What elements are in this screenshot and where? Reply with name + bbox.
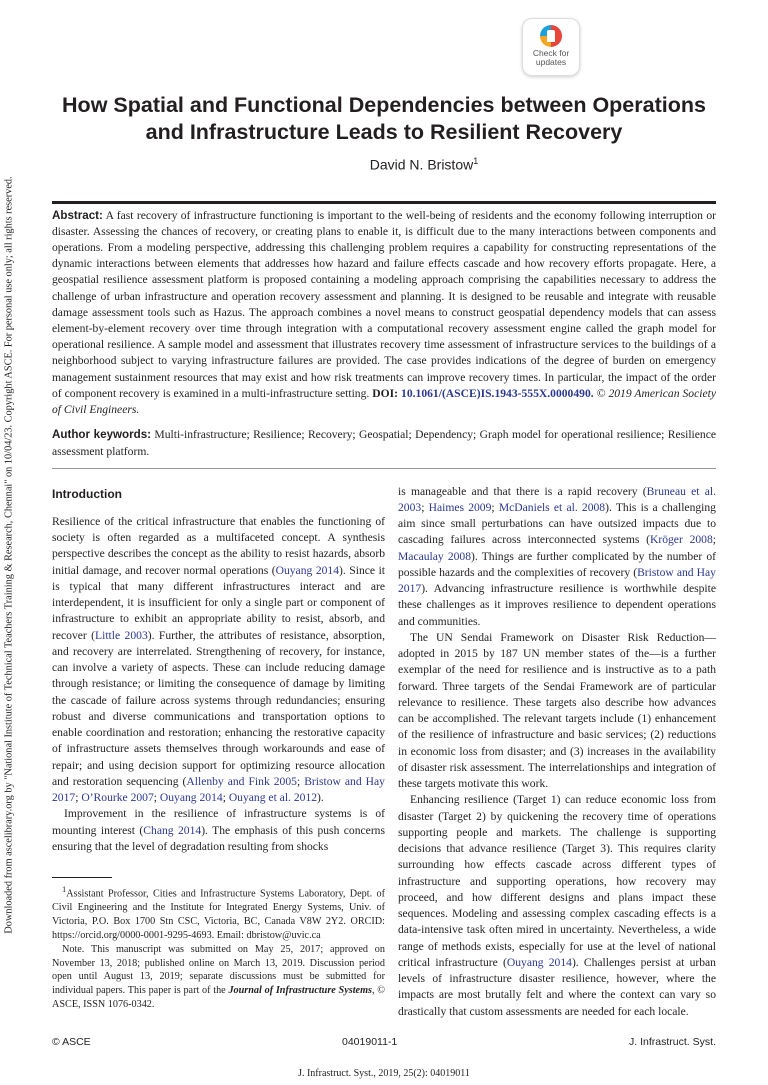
paragraph bbox=[52, 514, 385, 807]
paragraph-text: ). Since it is typical that many different infrastructures interact and are interdependent, it is insufficient for only a single part or component of infrastructure to exhibit an appropriate ability to resist, absorb, and recover ( bbox=[52, 563, 386, 642]
footnote-sup: 1 bbox=[62, 884, 67, 895]
citation-link[interactable]: Bristow and Hay 2017 bbox=[52, 774, 385, 805]
introduction-heading: Introduction bbox=[52, 486, 122, 501]
left-column bbox=[52, 484, 385, 1020]
doi-link[interactable]: 10.1061/(ASCE)IS.1943-555X.0000490. bbox=[401, 386, 594, 400]
author-sup: 1 bbox=[473, 156, 479, 166]
footnote-rule bbox=[52, 877, 112, 878]
paragraph-text: ). Further, the attributes of resistance, absorption, and recovery are interrelated. Strengthening of recovery, for instance, can involve a variety of aspects. These can include reducing damage through resistance; or limiting the consequence of damage by limiting the cascade of failure across systems through redundancies; ensuring robust and diverse communications and transportation options to enable coordination and restoration; enhancing the restorative capacity of infrastructure assets themselves through workarounds and ease of repair; and using decision support for optimizing resource allocation and restoration sequencing ( bbox=[52, 628, 385, 788]
paragraph-text: Resilience of the critical infrastructure that enables the functioning of society is often regarded as a multifaceted concept. A synthesis perspective describes the concept as the ability to resist hazards, absorb initial damage, and recover normal operations ( bbox=[52, 514, 385, 577]
footnote bbox=[52, 883, 385, 1012]
badge-line2: updates bbox=[535, 57, 567, 67]
download-notice-text: Downloaded from ascelibrary.org by "National Institute of Technical Teachers Training & Research, Chennai" on 10/04/23. Copyright ASCE. For personal use only; all rights reserved. bbox=[3, 176, 15, 934]
citation-link[interactable]: Chang 2014 bbox=[143, 823, 202, 837]
paragraph-text: ). bbox=[317, 791, 324, 805]
citation-link[interactable]: Macaulay 2008 bbox=[398, 549, 472, 563]
footnote-note-end: , © ASCE, ISSN 1076-0342. bbox=[52, 985, 385, 1010]
right-column bbox=[398, 484, 716, 1020]
footer-left: © ASCE bbox=[52, 1035, 91, 1048]
citation-link[interactable]: Allenby and Fink 2005 bbox=[186, 774, 297, 788]
paragraph-text: The UN Sendai Framework on Disaster Risk Reduction—adopted in 2015 by 187 UN member states of the—is a further exemplar of the need for resilience and is instructive as to a path forward. Three targets of the Sendai Framework are of particular relevance to resilience. These targets also describe how advances can be accomplished. The relevant targets include (1) enhancement of the resilience of infrastructure and basic services; (2) reductions in economic loss from disaster; and (3) increases in the availability of disaster risk assessment. The interrelationships and integration of these targets motivate this work. bbox=[398, 630, 716, 791]
paragraph-text: ). Challenges persist at urban levels of infrastructure disaster resilience, however, where the impacts are most brutally felt and where the context can vary so drastically that custom assessments are needed for each locale. bbox=[398, 955, 716, 1018]
author-name: David N. Bristow bbox=[369, 156, 474, 173]
paragraph bbox=[398, 630, 716, 793]
body-columns bbox=[52, 484, 716, 1020]
citation-link[interactable]: O’Rourke 2007 bbox=[81, 791, 154, 805]
citation-link[interactable]: Kröger 2008 bbox=[649, 533, 713, 547]
paragraph-text: ; bbox=[222, 791, 229, 805]
journal-name: Journal of Infrastructure Systems bbox=[228, 985, 372, 997]
page-body bbox=[52, 0, 716, 1085]
doi-label: DOI: bbox=[372, 386, 399, 400]
author-keywords bbox=[52, 427, 716, 459]
citation-link[interactable]: Ouyang 2014 bbox=[275, 563, 340, 577]
footer-page-number: 04019011-1 bbox=[342, 1035, 398, 1048]
paragraph bbox=[52, 806, 385, 855]
paragraph-text: Improvement in the resilience of infrastructure systems is of mounting interest ( bbox=[52, 807, 385, 837]
download-notice bbox=[2, 90, 16, 1020]
abstract-label: Abstract: bbox=[52, 208, 103, 222]
citation-link[interactable]: Haimes 2009 bbox=[428, 500, 492, 514]
keywords-text: Multi-infrastructure; Resilience; Recovery; Geospatial; Dependency; Graph model for operational resilience; Resilience assessment platform. bbox=[52, 428, 716, 458]
left-paragraphs bbox=[52, 514, 385, 855]
citation-link[interactable]: Bristow and Hay 2017 bbox=[398, 565, 716, 596]
footnote-affiliation: Assistant Professor, Cities and Infrastructure Systems Laboratory, Dept. of Civil Engineering and the Institute for Integrated Energy Systems, Univ. of Victoria, P.O. Box 1700 Stn CSC, Victoria, BC, Canada V8W 2Y2. ORCID: https://orcid.org/0000-0001-9295-4693. Email: dbristow@uvic.ca bbox=[52, 888, 385, 941]
citation-link[interactable]: Bruneau et al. 2003 bbox=[398, 484, 716, 514]
paper-title: How Spatial and Functional Dependencies between Operations and Infrastructure Leads to Resilient Recovery bbox=[62, 93, 706, 144]
citation-link[interactable]: Ouyang 2014 bbox=[506, 955, 572, 969]
paragraph-text: ). Things are further complicated by the number of possible hazards and the complexities of recovery ( bbox=[398, 549, 717, 579]
section-rule bbox=[52, 468, 716, 469]
keywords-label: Author keywords: bbox=[52, 428, 152, 442]
paragraph-text: ; bbox=[296, 774, 305, 788]
paragraph-text: ). Advancing infrastructure resilience is worthwhile despite these challenges as it improves resilience to dependent operations and communities. bbox=[398, 582, 716, 628]
paragraph-text: is manageable and that there is a rapid recovery ( bbox=[398, 484, 647, 498]
paragraph-text: ; bbox=[421, 500, 429, 514]
footer-journal: J. Infrastruct. Syst. bbox=[629, 1035, 716, 1048]
citation-link[interactable]: Ouyang 2014 bbox=[159, 791, 223, 805]
abstract-text: A fast recovery of infrastructure functioning is important to the well-being of residents and the economy following interruption or disaster. Assessing the chances of recovery, or creating plans to enable it, is difficult due to the many interactions between components and operations. From a modeling perspective, addressing this challenging problem requires a capability for constructing representations of the dynamic interactions between elements that addresses how hazard and failure effects cascade and how recovery efforts propagate. Here, a geospatial resilience assessment platform is proposed containing a modeling approach comprising the capabilities necessary to address the challenge of urban infrastructure and operation recovery assessment and planning. It is designed to be reusable and integrate with reusable damage assessment tools such as Hazus. The approach combines a novel means to construct geospatial dependency models that can assess element-by-element recovery over time through integration with a computational recovery assessment engine called the graph model for operational resilience. A sample model and assessment that illustrates recovery time assessment of infrastructure services to the buildings of a neighborhood subject to varying infrastructure failures are provided. The case provides indications of the degree of burden on emergency management sustainment resources that may exist and how risk treatments can improve recovery times. In particular, the impact of the order of component recovery is examined in a multi-infrastructure setting. bbox=[52, 208, 717, 400]
paragraph-text: ). The emphasis of this push concerns ensuring that the level of degradation resulting from shocks bbox=[52, 823, 385, 853]
paragraph-text: ; bbox=[75, 791, 82, 805]
page-footer bbox=[52, 1036, 716, 1050]
paragraph-text: ; bbox=[491, 500, 499, 514]
citation-link[interactable]: McDaniels et al. 2008 bbox=[498, 500, 606, 514]
paragraph-text: Enhancing resilience (Target 1) can reduce economic loss from disaster (Target 2) by quickening the recovery time of operations supporting people and markets. The challenge is supporting decisions that advance resilience (Target 3). This requires clarity surrounding how effects cascade across different types of infrastructure and supporting operations, how recovery may proceed, and how different designs and plans impact these sequences. Modeling and assessing complex cascading effects is a data-intensive task often mired in uncertainty. Nevertheless, a wide range of methods exists, especially for use at the level of national critical infrastructure ( bbox=[398, 793, 716, 969]
paragraph-text: ; bbox=[712, 533, 716, 547]
title-rule bbox=[52, 201, 716, 204]
right-paragraphs bbox=[398, 484, 716, 1020]
paragraph bbox=[398, 484, 716, 630]
footnote-note: Note. This manuscript was submitted on May 25, 2017; approved on November 13, 2018; published online on March 13, 2019. Discussion period open until August 13, 2019; separate discussions must be submitted for individual papers. This paper is part of the bbox=[52, 943, 385, 997]
copyright: © 2019 American Society of Civil Engineers. bbox=[52, 386, 716, 417]
paragraph-text: ; bbox=[153, 791, 160, 805]
author bbox=[52, 156, 716, 173]
citation-link[interactable]: Ouyang et al. 2012 bbox=[228, 791, 318, 805]
paragraph bbox=[398, 792, 716, 1020]
badge-line1: Check for bbox=[532, 48, 570, 58]
paragraph-text: ). This is a challenging aim since small perturbations can have outsized impacts due to cascading failures across interconnected systems ( bbox=[398, 500, 716, 547]
citation: J. Infrastruct. Syst., 2019, 25(2): 04019011 bbox=[298, 1067, 470, 1079]
citation-link[interactable]: Little 2003 bbox=[95, 628, 148, 642]
abstract bbox=[52, 208, 716, 419]
